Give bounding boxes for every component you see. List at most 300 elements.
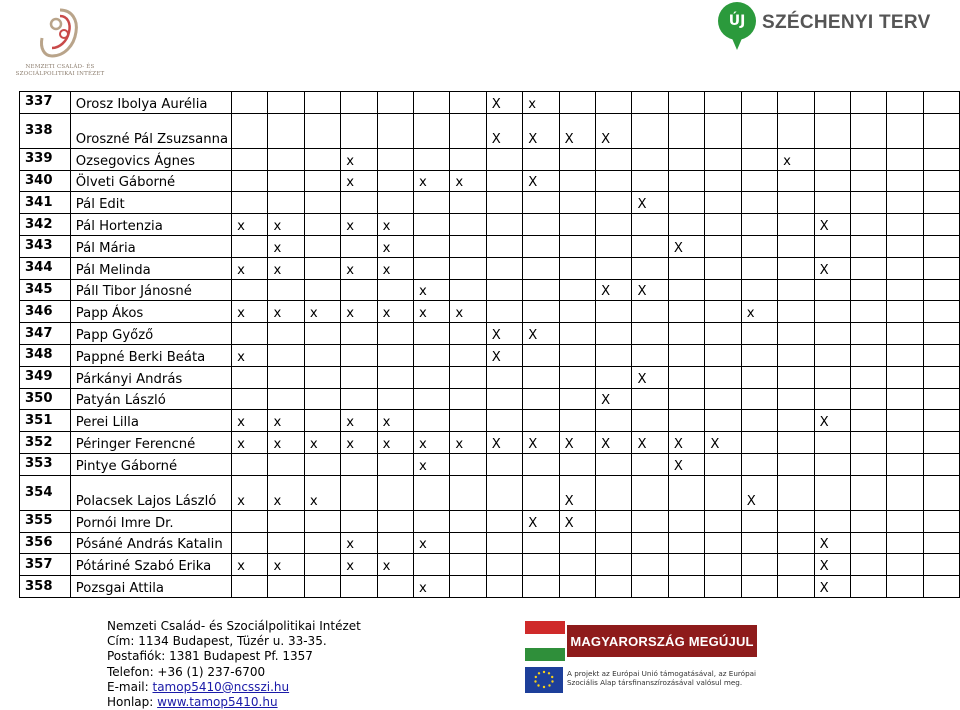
mark-cell: [559, 148, 595, 170]
footer-po-box: Postafiók: 1381 Budapest Pf. 1357: [107, 649, 313, 664]
mark-cell: X: [705, 432, 741, 454]
mark-cell: [668, 510, 704, 532]
mark-cell: [414, 192, 450, 214]
table-row: [20, 554, 960, 576]
mark-cell: [596, 323, 632, 345]
mark-cell: [414, 366, 450, 388]
mark-cell: x: [377, 235, 413, 257]
mark-cell: [450, 388, 486, 410]
mark-cell: x: [377, 410, 413, 432]
mark-cell: [596, 148, 632, 170]
mark-cell: [741, 510, 777, 532]
mark-cell: [268, 113, 304, 148]
table-row: [20, 344, 960, 366]
mark-cell: [741, 532, 777, 554]
mark-cell: [232, 92, 268, 114]
table-row: [20, 532, 960, 554]
mark-cell: [304, 410, 340, 432]
mark-cell: [450, 510, 486, 532]
mark-cell: [778, 170, 814, 192]
row-number: 351: [20, 410, 71, 432]
mark-cell: [268, 510, 304, 532]
mark-cell: [523, 235, 559, 257]
mark-cell: [414, 554, 450, 576]
mark-cell: [377, 170, 413, 192]
mark-cell: [887, 510, 923, 532]
mark-cell: [705, 257, 741, 279]
mark-cell: [705, 113, 741, 148]
table-row: [20, 257, 960, 279]
mark-cell: [741, 279, 777, 301]
row-number: 352: [20, 432, 71, 454]
mark-cell: [523, 192, 559, 214]
mark-cell: [486, 170, 522, 192]
mark-cell: [232, 366, 268, 388]
mark-cell: [887, 432, 923, 454]
footer-org: Nemzeti Család- és Szociálpolitikai Intézet: [107, 619, 361, 633]
mark-cell: [850, 554, 886, 576]
mark-cell: [377, 576, 413, 598]
mark-cell: [341, 475, 377, 510]
mark-cell: x: [450, 170, 486, 192]
mark-cell: [850, 388, 886, 410]
mark-cell: [778, 279, 814, 301]
mark-cell: [705, 576, 741, 598]
mark-cell: [814, 453, 850, 475]
mark-cell: [304, 148, 340, 170]
participant-name: Pósáné András Katalin: [70, 532, 231, 554]
mark-cell: x: [268, 410, 304, 432]
mark-cell: [705, 148, 741, 170]
mark-cell: [814, 170, 850, 192]
mark-cell: X: [814, 410, 850, 432]
row-number: 354: [20, 475, 71, 510]
mark-cell: [632, 235, 668, 257]
mark-cell: [523, 257, 559, 279]
mark-cell: [486, 532, 522, 554]
mark-cell: [232, 170, 268, 192]
row-number: 344: [20, 257, 71, 279]
mark-cell: [850, 113, 886, 148]
mark-cell: [741, 410, 777, 432]
mark-cell: [814, 432, 850, 454]
mark-cell: [559, 410, 595, 432]
row-number: 347: [20, 323, 71, 345]
mark-cell: [377, 510, 413, 532]
mark-cell: [486, 510, 522, 532]
mark-cell: [705, 214, 741, 236]
participant-table: [19, 91, 960, 598]
mark-cell: [923, 510, 959, 532]
mark-cell: [232, 388, 268, 410]
mark-cell: x: [232, 475, 268, 510]
mark-cell: [341, 388, 377, 410]
mark-cell: x: [341, 257, 377, 279]
mark-cell: [232, 576, 268, 598]
mark-cell: [523, 279, 559, 301]
mark-cell: [450, 279, 486, 301]
participant-name: Pozsgai Attila: [70, 576, 231, 598]
mark-cell: [778, 344, 814, 366]
table-row: [20, 301, 960, 323]
mark-cell: [850, 279, 886, 301]
mark-cell: X: [523, 432, 559, 454]
mark-cell: [923, 323, 959, 345]
row-number: 345: [20, 279, 71, 301]
mark-cell: x: [414, 453, 450, 475]
mark-cell: [596, 510, 632, 532]
mark-cell: [741, 453, 777, 475]
mark-cell: X: [486, 92, 522, 114]
mark-cell: [814, 510, 850, 532]
mark-cell: [523, 366, 559, 388]
mark-cell: [632, 532, 668, 554]
mark-cell: [668, 279, 704, 301]
mark-cell: [778, 554, 814, 576]
mark-cell: [923, 279, 959, 301]
mark-cell: [923, 388, 959, 410]
mark-cell: [887, 410, 923, 432]
mark-cell: [632, 344, 668, 366]
mark-cell: [887, 257, 923, 279]
mark-cell: [850, 532, 886, 554]
mark-cell: [778, 410, 814, 432]
mark-cell: [668, 192, 704, 214]
mark-cell: [450, 323, 486, 345]
mark-cell: [850, 192, 886, 214]
mark-cell: x: [450, 432, 486, 454]
mark-cell: [596, 532, 632, 554]
mark-cell: [450, 235, 486, 257]
participant-name: Pornói Imre Dr.: [70, 510, 231, 532]
mark-cell: [486, 410, 522, 432]
mark-cell: [486, 576, 522, 598]
mark-cell: [850, 170, 886, 192]
mark-cell: X: [486, 323, 522, 345]
mark-cell: [450, 366, 486, 388]
mark-cell: [232, 235, 268, 257]
participant-name: Pappné Berki Beáta: [70, 344, 231, 366]
mark-cell: [632, 388, 668, 410]
mark-cell: [632, 323, 668, 345]
mark-cell: [741, 554, 777, 576]
row-number: 348: [20, 344, 71, 366]
mark-cell: [377, 323, 413, 345]
mark-cell: x: [377, 432, 413, 454]
row-number: 355: [20, 510, 71, 532]
mark-cell: x: [341, 148, 377, 170]
mark-cell: X: [632, 366, 668, 388]
mark-cell: x: [341, 554, 377, 576]
mark-cell: [850, 453, 886, 475]
mark-cell: [523, 214, 559, 236]
mark-cell: X: [741, 475, 777, 510]
mark-cell: [778, 257, 814, 279]
mark-cell: [232, 279, 268, 301]
mark-cell: [341, 92, 377, 114]
participant-name: Péringer Ferencné: [70, 432, 231, 454]
mark-cell: [632, 214, 668, 236]
mark-cell: [668, 214, 704, 236]
mark-cell: x: [377, 257, 413, 279]
mark-cell: [632, 475, 668, 510]
mark-cell: [486, 257, 522, 279]
table-row: [20, 475, 960, 510]
mark-cell: [668, 366, 704, 388]
mark-cell: [887, 113, 923, 148]
mark-cell: [304, 92, 340, 114]
mark-cell: [668, 475, 704, 510]
mark-cell: x: [341, 410, 377, 432]
mark-cell: [559, 301, 595, 323]
mark-cell: [304, 344, 340, 366]
mark-cell: [377, 344, 413, 366]
mark-cell: [923, 344, 959, 366]
mark-cell: [559, 323, 595, 345]
mark-cell: [923, 453, 959, 475]
mark-cell: [596, 410, 632, 432]
mark-cell: X: [559, 510, 595, 532]
mark-cell: [705, 301, 741, 323]
mark-cell: [232, 148, 268, 170]
mark-cell: x: [414, 532, 450, 554]
mark-cell: [850, 235, 886, 257]
institute-logo: [10, 6, 110, 82]
mark-cell: [887, 214, 923, 236]
mark-cell: [741, 257, 777, 279]
mark-cell: x: [304, 301, 340, 323]
mark-cell: [668, 170, 704, 192]
mark-cell: [304, 576, 340, 598]
mark-cell: [778, 214, 814, 236]
mark-cell: X: [523, 323, 559, 345]
mark-cell: [596, 576, 632, 598]
mark-cell: [450, 475, 486, 510]
mark-cell: [923, 366, 959, 388]
mark-cell: [232, 532, 268, 554]
mark-cell: [814, 92, 850, 114]
email-link[interactable]: tamop5410@ncsszi.hu: [152, 679, 290, 694]
mark-cell: [705, 410, 741, 432]
mark-cell: [778, 92, 814, 114]
mark-cell: [377, 92, 413, 114]
mark-cell: [559, 279, 595, 301]
megujul-banner: [525, 621, 757, 695]
mark-cell: [778, 453, 814, 475]
mark-cell: [923, 235, 959, 257]
mark-cell: [450, 554, 486, 576]
mark-cell: [486, 148, 522, 170]
mark-cell: x: [414, 301, 450, 323]
mark-cell: [450, 92, 486, 114]
mark-cell: [923, 148, 959, 170]
mark-cell: [705, 475, 741, 510]
participant-name: Orosz Ibolya Aurélia: [70, 92, 231, 114]
participant-name: Polacsek Lajos László: [70, 475, 231, 510]
web-link[interactable]: www.tamop5410.hu: [157, 695, 278, 710]
mark-cell: [887, 279, 923, 301]
mark-cell: [923, 554, 959, 576]
szechenyi-logo: [718, 2, 953, 62]
mark-cell: [559, 235, 595, 257]
mark-cell: [923, 475, 959, 510]
mark-cell: X: [596, 113, 632, 148]
mark-cell: x: [377, 301, 413, 323]
mark-cell: X: [668, 432, 704, 454]
mark-cell: [596, 92, 632, 114]
mark-cell: [850, 344, 886, 366]
footer-web-row: [107, 695, 361, 710]
row-number: 346: [20, 301, 71, 323]
mark-cell: [741, 170, 777, 192]
mark-cell: X: [814, 576, 850, 598]
mark-cell: [705, 192, 741, 214]
row-number: 349: [20, 366, 71, 388]
mark-cell: [559, 388, 595, 410]
participant-name: Pintye Gáborné: [70, 453, 231, 475]
uj-badge: ÚJ: [718, 2, 756, 40]
mark-cell: [705, 532, 741, 554]
row-number: 341: [20, 192, 71, 214]
table-row: [20, 432, 960, 454]
mark-cell: [341, 344, 377, 366]
participant-name: Páll Tibor Jánosné: [70, 279, 231, 301]
mark-cell: [814, 366, 850, 388]
row-number: 340: [20, 170, 71, 192]
mark-cell: [559, 344, 595, 366]
mark-cell: [887, 453, 923, 475]
mark-cell: [268, 92, 304, 114]
mark-cell: [559, 214, 595, 236]
mark-cell: [486, 214, 522, 236]
mark-cell: [304, 214, 340, 236]
mark-cell: x: [414, 279, 450, 301]
mark-cell: [887, 576, 923, 598]
org-line-1: NEMZETI CSALÁD- ÉS: [25, 64, 95, 70]
mark-cell: [632, 92, 668, 114]
mark-cell: [705, 279, 741, 301]
mark-cell: [741, 192, 777, 214]
mark-cell: [887, 235, 923, 257]
mark-cell: [596, 214, 632, 236]
mark-cell: [268, 453, 304, 475]
mark-cell: [705, 554, 741, 576]
mark-cell: [596, 366, 632, 388]
mark-cell: [523, 148, 559, 170]
mark-cell: [232, 113, 268, 148]
mark-cell: [850, 410, 886, 432]
row-number: 357: [20, 554, 71, 576]
mark-cell: [450, 192, 486, 214]
mark-cell: [341, 510, 377, 532]
mark-cell: [668, 410, 704, 432]
mark-cell: [341, 453, 377, 475]
mark-cell: [741, 235, 777, 257]
participant-name: Ozsegovics Ágnes: [70, 148, 231, 170]
mark-cell: [632, 510, 668, 532]
mark-cell: [304, 366, 340, 388]
mark-cell: [814, 475, 850, 510]
mark-cell: [778, 510, 814, 532]
mark-cell: [486, 388, 522, 410]
mark-cell: [596, 192, 632, 214]
mark-cell: [705, 366, 741, 388]
participant-name: Patyán László: [70, 388, 231, 410]
mark-cell: X: [559, 432, 595, 454]
mark-cell: [923, 257, 959, 279]
mark-cell: [923, 432, 959, 454]
mark-cell: [268, 576, 304, 598]
mark-cell: [414, 113, 450, 148]
mark-cell: [741, 344, 777, 366]
row-number: 339: [20, 148, 71, 170]
mark-cell: [486, 475, 522, 510]
mark-cell: [741, 214, 777, 236]
mark-cell: X: [523, 170, 559, 192]
mark-cell: [850, 432, 886, 454]
mark-cell: X: [814, 257, 850, 279]
mark-cell: [705, 92, 741, 114]
mark-cell: [741, 576, 777, 598]
mark-cell: [232, 323, 268, 345]
mark-cell: x: [341, 170, 377, 192]
mark-cell: [559, 170, 595, 192]
mark-cell: [705, 344, 741, 366]
mark-cell: [741, 388, 777, 410]
mark-cell: x: [268, 214, 304, 236]
mark-cell: X: [486, 113, 522, 148]
mark-cell: x: [232, 410, 268, 432]
mark-cell: [486, 279, 522, 301]
mark-cell: X: [486, 344, 522, 366]
mark-cell: [450, 576, 486, 598]
mark-cell: [778, 432, 814, 454]
mark-cell: x: [341, 432, 377, 454]
mark-cell: [304, 388, 340, 410]
mark-cell: [523, 532, 559, 554]
mark-cell: X: [559, 475, 595, 510]
mark-cell: [887, 323, 923, 345]
participant-name: Pál Hortenzia: [70, 214, 231, 236]
mark-cell: [668, 148, 704, 170]
mark-cell: [486, 192, 522, 214]
mark-cell: [268, 279, 304, 301]
mark-cell: x: [377, 214, 413, 236]
mark-cell: x: [414, 576, 450, 598]
mark-cell: [778, 366, 814, 388]
mark-cell: X: [814, 214, 850, 236]
table-row: [20, 214, 960, 236]
mark-cell: [705, 453, 741, 475]
mark-cell: [268, 388, 304, 410]
mark-cell: [778, 113, 814, 148]
mark-cell: [304, 554, 340, 576]
mark-cell: [887, 192, 923, 214]
mark-cell: [850, 301, 886, 323]
mark-cell: [632, 554, 668, 576]
mark-cell: x: [268, 235, 304, 257]
participant-name: Ölveti Gáborné: [70, 170, 231, 192]
mark-cell: x: [232, 344, 268, 366]
row-number: 338: [20, 113, 71, 148]
participant-name: Pál Melinda: [70, 257, 231, 279]
mark-cell: [705, 388, 741, 410]
mark-cell: X: [523, 510, 559, 532]
mark-cell: [596, 301, 632, 323]
mark-cell: [304, 257, 340, 279]
mark-cell: [341, 323, 377, 345]
mark-cell: [304, 323, 340, 345]
